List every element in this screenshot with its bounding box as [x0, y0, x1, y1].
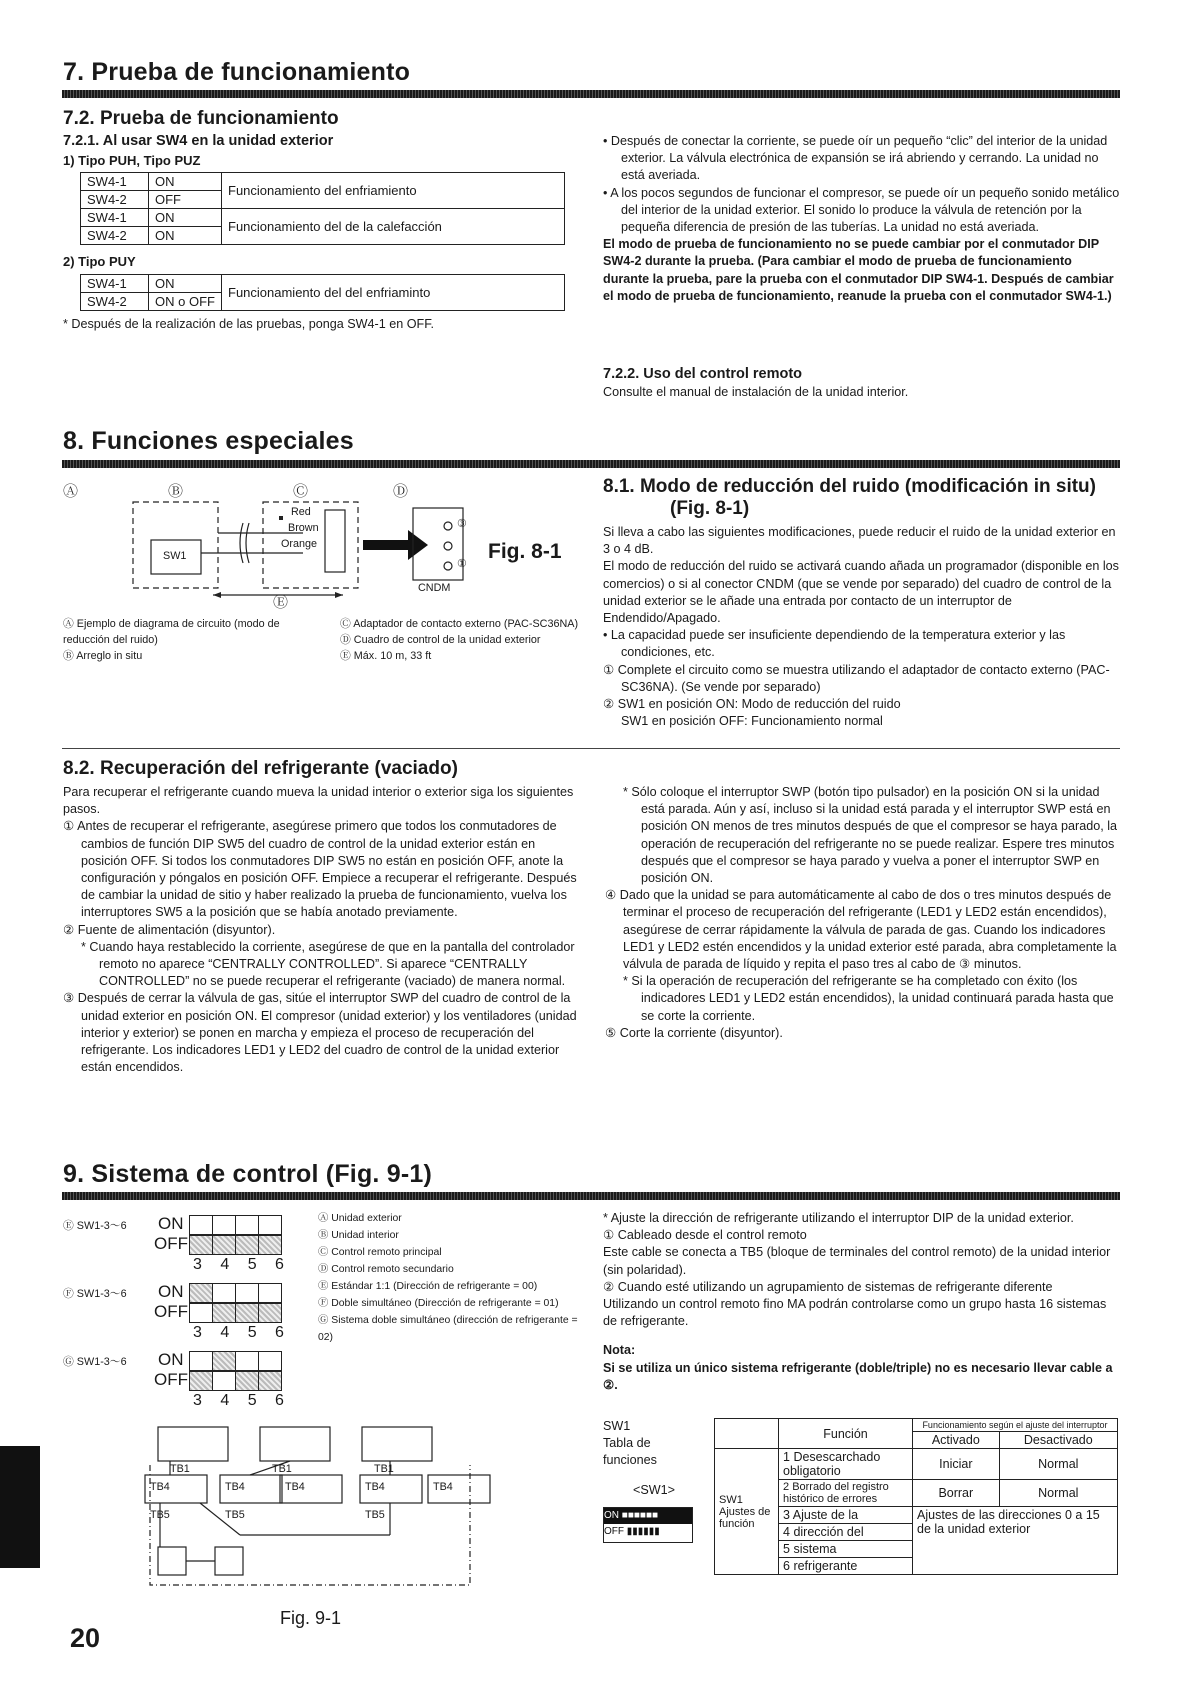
s81-para-2: El modo de reducción del ruido se activará cuando añada un programador (disponible en los comercios) o si al conector CNDM (que se vende por separado) del cuadro de control de la unidad exterior se le añade una entrada por contacto de un interruptor de Endendido/Apagado.	[603, 559, 1119, 626]
wire-brown: Brown	[288, 522, 319, 534]
row-header: SW1 Ajustes de función	[715, 1449, 779, 1575]
figure-8-1	[63, 478, 593, 628]
divider	[62, 748, 1120, 749]
s81-title-text: 8.1. Modo de reducción del ruido (modificación in situ)	[603, 476, 1096, 497]
type-puh-heading: 1) Tipo PUH, Tipo PUZ	[63, 153, 201, 168]
s81-step-2b: SW1 en posición OFF: Funcionamiento normal	[621, 714, 883, 729]
sw1-function-table: Función Funcionamiento según el ajuste del interruptor Activado Desactivado SW1 Ajustes de función 1 Desescarchado obligatorio Iniciar Normal 2 Borrado del registro histórico de errores Borrar Normal 3 Ajuste de la Ajustes de las direcciones 0 a 15 de la unidad exterior 4 dirección del 5 sistema 6 refrigerante	[714, 1418, 1118, 1575]
s9-step-1: ① Cableado desde el control remoto	[603, 1228, 807, 1243]
tb1-label: TB1	[374, 1463, 394, 1475]
s82-step-5: ⑤ Corte la corriente (disyuntor).	[605, 1025, 783, 1040]
dip-off-label: OFF	[154, 1234, 188, 1253]
tb5-label: TB5	[365, 1509, 385, 1521]
sw1-tag: <SW1>	[633, 1482, 675, 1497]
sw1-label: SW1	[163, 550, 187, 562]
th-activado: Activado	[913, 1432, 1000, 1449]
sec7-bullet-2: • A los pocos segundos de funcionar el compresor, se puede oír un pequeño sonido metálico del interior de la unidad exterior. El sonido lo produce la válvula de retención por la pequeña diferencia de presión de las tuberías. La unidad no está averiada.	[603, 185, 1120, 235]
section-9-title: 9. Sistema de control (Fig. 9-1)	[63, 1160, 432, 1188]
sec8-2-left	[63, 784, 581, 1076]
sec7-warning: El modo de prueba de funcionamiento no se puede cambiar por el conmutador DIP SW4-2 durante la prueba. (Para cambiar el modo de prueba de funcionamiento durante la prueba, pare la prueba con el conmutador DIP SW4-1. Después de cambiar el modo de prueba de funcionamiento, reanude la prueba con el conmutador SW4-1.)	[603, 237, 1114, 303]
section-divider	[62, 90, 1120, 98]
subsection-7-2-title: 7.2. Prueba de funcionamiento	[63, 108, 339, 129]
legend-a: Ⓐ Ejemplo de diagrama de circuito (modo de reducción del ruido)	[63, 618, 280, 646]
th-function: Función	[779, 1419, 913, 1449]
legend-a: Ⓐ Unidad exterior	[318, 1213, 402, 1224]
s9-step-1-text: Este cable se conecta a TB5 (bloque de terminales del control remoto) de la unidad interior (sin polaridad).	[603, 1245, 1111, 1277]
address-setting: Ajustes de las direcciones 0 a 15 de la unidad exterior	[913, 1507, 1118, 1575]
dip-numbers: 3 4 5 6	[193, 1392, 284, 1409]
section-7-title: 7. Prueba de funcionamiento	[63, 58, 411, 86]
subsection-8-2-title: 8.2. Recuperación del refrigerante (vaciado)	[63, 758, 458, 779]
fig8-legend-left	[63, 616, 323, 664]
s82-step-3: ③ Después de cerrar la válvula de gas, sitúe el interruptor SWP del cuadro de control de la unidad exterior en posición ON. El compresor (unidad exterior) y los ventiladores (unidad interior y exterior) se ponen en marcha y empieza el proceso de recuperación del refrigerante. Los indicadores LED1 y LED2 del cuadro de control de la unidad exterior están encendidos.	[63, 991, 577, 1075]
s82-intro: Para recuperar el refrigerante cuando mueva la unidad interior o exterior siga los siguientes pasos.	[63, 785, 574, 817]
sw4-table-puh: SW4-1 ON Funcionamiento del enfriamiento SW4-2 OFF SW4-1 ON Funcionamiento del de la calefacción SW4-2 ON	[80, 172, 565, 245]
dip-on-label: ON	[158, 1350, 184, 1369]
type-puy-heading: 2) Tipo PUY	[63, 254, 136, 269]
section-8-title: 8. Funciones especiales	[63, 427, 354, 455]
tb4-label: TB4	[365, 1481, 385, 1493]
s82-step-4: ④ Dado que la unidad se para automáticamente al cabo de dos o tres minutos después de terminar el proceso de recuperación del refrigerante (LED1 y LED2 están encendidos), asegúrese de cerrar rápidamente la válvula de parada de gas. Cuando los indicadores LED1 y LED2 estén encendidos y la unidad exterior esté parada, abra completamente la válvula de parada de líquido y repita el paso tres al cabo de ③ minutos.	[605, 888, 1117, 972]
s82-note-success: * Si la operación de recuperación del refrigerante se ha completado con éxito (los indicadores LED1 y LED2 están encendidos), la unidad continuará parada hasta que se corte la corriente.	[623, 974, 1114, 1023]
sec7-right-column	[603, 133, 1120, 305]
th-desactivado: Desactivado	[999, 1432, 1117, 1449]
legend-f: Ⓕ Doble simultáneo (Dirección de refrigerante = 01)	[318, 1298, 559, 1309]
mark-d: Ⓓ	[393, 483, 409, 500]
dip-setting-f	[63, 1280, 303, 1345]
mark-c: Ⓒ	[293, 483, 309, 500]
s9-step-2: ② Cuando esté utilizando un agrupamiento de sistemas de refrigerante diferente	[603, 1279, 1053, 1294]
legend-b: Ⓑ Unidad interior	[318, 1230, 399, 1241]
dip-on-label: ON	[158, 1214, 184, 1233]
tb4-label: TB4	[225, 1481, 245, 1493]
dip-setting-e	[63, 1212, 303, 1277]
dip-switch-e	[189, 1215, 281, 1255]
s82-step-2-note: * Cuando haya restablecido la corriente, asegúrese de que en la pantalla del controlador remoto no aparece “CENTRALLY CONTROLLED”. Si aparece “CENTRALLY CONTROLLED” no se puede recuperar el refrigerante (vaciado) de manera normal.	[81, 939, 575, 989]
mark-a: Ⓐ	[63, 483, 79, 500]
s81-para-1: Si lleva a cabo las siguientes modificaciones, puede reducir el ruido de la unidad exterior en 3 o 4 dB.	[603, 525, 1116, 557]
dip-switch-settings	[63, 1212, 303, 1413]
remote-control-text: Consulte el manual de instalación de la unidad interior.	[603, 385, 909, 399]
s9-step-2-text: Utilizando un control remoto fino MA podrán controlarse como un grupo hasta 16 sistemas de refrigerante.	[603, 1297, 1107, 1329]
subsection-7-2-1-title: 7.2.1. Al usar SW4 en la unidad exterior	[63, 133, 334, 149]
cndm-label: CNDM	[418, 582, 451, 594]
fig-9-1-label: Fig. 9-1	[280, 1608, 342, 1628]
fig9-legend	[318, 1210, 583, 1346]
tb4-label: TB4	[150, 1481, 170, 1493]
fig8-legend-right	[340, 616, 585, 664]
sec9-right	[603, 1210, 1120, 1394]
s9-nota-text: Si se utiliza un único sistema refrigerante (doble/triple) no es necesario llevar cable a ②.	[603, 1360, 1113, 1392]
s82-step-1: ① Antes de recuperar el refrigerante, asegúrese primero que todos los conmutadores de cambios de función DIP SW5 del cuadro de control de la unidad exterior están en posición OFF. Si todos los conmutadores DIP SW5 no están en posición OFF, anote la configuración y póngalos en posición OFF. Empiece a recuperar el refrigerante. Después de cambiar la unidad de sitio y haber realizado la prueba de funcionamiento, vuelva los interruptores SW5 a la posición que se había anotado previamente.	[63, 819, 577, 920]
s81-step-2: ② SW1 en posición ON: Modo de reducción del ruido	[603, 697, 901, 712]
tb4-label: TB4	[285, 1481, 305, 1493]
dip-setting-g	[63, 1348, 303, 1413]
legend-g: Ⓖ Sistema doble simultáneo (dirección de refrigerante = 02)	[318, 1315, 578, 1343]
subsection-7-2-2-title: 7.2.2. Uso del control remoto	[603, 366, 803, 382]
legend-e: Ⓔ Estándar 1:1 (Dirección de refrigerante = 00)	[318, 1281, 538, 1292]
s82-note-swp: * Sólo coloque el interruptor SWP (botón tipo pulsador) en la posición ON si la unidad está parada. Aún y así, incluso si la unidad está parada y el interruptor SWP está en posición ON menos de tres minutos después de que el compresor se haya parado, la operación de recuperación del refrigerante no se puede realizar. Espere tres minutos después que el compresor se haya parado y vuelva a poner el interruptor SWP en posición ON.	[623, 785, 1118, 886]
dip-f-label: Ⓕ SW1-3～6	[63, 1288, 127, 1300]
dip-switch-g	[189, 1351, 281, 1391]
tabla-caption: Tabla de funciones	[603, 1436, 657, 1468]
dip-g-label: Ⓖ SW1-3～6	[63, 1356, 127, 1368]
s9-note: * Ajuste la dirección de refrigerante utilizando el interruptor DIP de la unidad exterior.	[603, 1211, 1074, 1225]
sw1-caption: SW1	[603, 1419, 631, 1433]
page-number: 20	[70, 1623, 101, 1653]
s81-fig-ref: (Fig. 8-1)	[670, 498, 750, 519]
tb1-label: TB1	[170, 1463, 190, 1475]
legend-d: Ⓓ Cuadro de control de la unidad exterior	[340, 634, 541, 646]
s81-step-1: ① Complete el circuito como se muestra utilizando el adaptador de contacto externo (PAC-SC36NA). (Se vende por separado)	[603, 662, 1110, 694]
figure-9-1	[140, 1425, 520, 1600]
pin-1-label: ①	[457, 558, 467, 570]
tb5-label: TB5	[150, 1509, 170, 1521]
legend-e: Ⓔ Máx. 10 m, 33 ft	[340, 650, 432, 662]
mark-b: Ⓑ	[168, 483, 184, 500]
tb4-label: TB4	[433, 1481, 453, 1493]
dip-numbers: 3 4 5 6	[193, 1324, 284, 1341]
section-divider	[62, 460, 1120, 468]
sec8-2-right	[605, 784, 1120, 1042]
fig-8-1-label: Fig. 8-1	[488, 540, 562, 563]
sw4-table-puy: SW4-1 ON Funcionamiento del del enfriaminto SW4-2 ON o OFF	[80, 274, 565, 311]
s81-bullet: • La capacidad puede ser insuficiente dependiendo de la temperatura exterior y las condiciones, etc.	[603, 628, 1066, 660]
dip-off-label: OFF	[154, 1302, 188, 1321]
sec7-bullet-1: • Después de conectar la corriente, se puede oír un pequeño “clic” del interior de la unidad exterior. La válvula electrónica de expansión se irá abriendo y cerrando. La unidad no está averiada.	[603, 134, 1108, 183]
tb1-label: TB1	[272, 1463, 292, 1475]
dip-e-label: Ⓔ SW1-3～6	[63, 1220, 127, 1232]
legend-c: Ⓒ Control remoto principal	[318, 1247, 442, 1258]
subsection-8-1-title	[603, 476, 1123, 520]
th-mode: Funcionamiento según el ajuste del interruptor	[913, 1419, 1118, 1432]
tb5-label: TB5	[225, 1509, 245, 1521]
dip-off-label: OFF	[154, 1370, 188, 1389]
dip-numbers: 3 4 5 6	[193, 1256, 284, 1273]
wire-red: Red	[291, 506, 311, 518]
sec8-1-body	[603, 524, 1120, 730]
sw1-function-table-caption	[603, 1418, 703, 1543]
legend-d: Ⓓ Control remoto secundario	[318, 1264, 454, 1275]
dip-switch-f	[189, 1283, 281, 1323]
mark-e: Ⓔ	[273, 594, 289, 611]
legend-b: Ⓑ Arreglo in situ	[63, 650, 143, 662]
s9-nota: Nota:	[603, 1343, 636, 1358]
wire-orange: Orange	[281, 538, 318, 550]
s82-step-2: ② Fuente de alimentación (disyuntor).	[63, 922, 276, 937]
sw4-note: * Después de la realización de las pruebas, ponga SW4-1 en OFF.	[63, 317, 435, 331]
section-divider	[62, 1192, 1120, 1200]
sw1-switch-icon: ON ■■■■■■ OFF ▮▮▮▮▮▮	[603, 1507, 693, 1543]
pin-3-label: ③	[457, 518, 467, 530]
dip-on-label: ON	[158, 1282, 184, 1301]
page-edge-tab	[0, 1446, 40, 1568]
system-wiring-diagram	[140, 1425, 520, 1600]
legend-c: Ⓒ Adaptador de contacto externo (PAC-SC36NA)	[340, 618, 579, 630]
